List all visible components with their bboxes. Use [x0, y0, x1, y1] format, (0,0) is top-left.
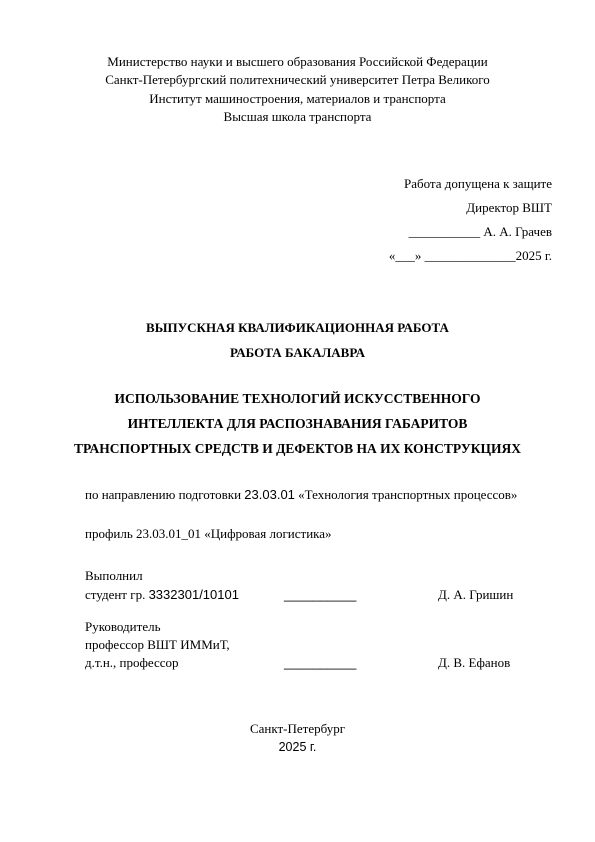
- approval-signature-name: А. А. Грачев: [480, 224, 552, 239]
- school-line: Высшая школа транспорта: [223, 109, 372, 124]
- approval-signature-blank: ___________: [408, 224, 481, 239]
- executor-student-prefix: студент гр.: [85, 587, 149, 602]
- executor-signature-blank: __________: [284, 587, 357, 602]
- supervisor-position-2: д.т.н., профессор: [85, 655, 179, 670]
- direction-line: [85, 487, 517, 503]
- work-subtype-title: РАБОТА БАКАЛАВРА: [230, 345, 365, 360]
- topic-line-1: ИСПОЛЬЗОВАНИЕ ТЕХНОЛОГИЙ ИСКУССТВЕННОГО: [114, 391, 481, 406]
- approval-signature: [409, 224, 552, 240]
- footer-city: Санкт-Петербург: [249, 721, 346, 736]
- ministry-line: Министерство науки и высшего образования Российской Федерации: [107, 54, 488, 69]
- direction-prefix: по направлению подготовки: [85, 487, 245, 502]
- approval-date: «___» ______________2025 г.: [388, 248, 552, 263]
- approval-admitted: Работа допущена к защите: [403, 176, 552, 191]
- institute-line: Институт машиностроения, материалов и транспорта: [149, 91, 446, 106]
- supervisor-name: Д. В. Ефанов: [438, 655, 511, 670]
- profile-line: профиль 23.03.01_01 «Цифровая логистика»: [85, 526, 332, 541]
- topic-line-2: ИНТЕЛЛЕКТА ДЛЯ РАСПОЗНАВАНИЯ ГАБАРИТОВ: [127, 416, 468, 431]
- supervisor-label: Руководитель: [85, 619, 161, 634]
- executor-student: [85, 587, 239, 603]
- topic-line-3: ТРАНСПОРТНЫХ СРЕДСТВ И ДЕФЕКТОВ НА ИХ КОНСТРУКЦИЯХ: [73, 441, 522, 456]
- supervisor-signature-blank: __________: [284, 655, 357, 670]
- direction-code: 23.03.01: [244, 487, 295, 502]
- executor-name: Д. А. Гришин: [438, 587, 514, 602]
- executor-group: 3332301/10101: [148, 587, 239, 602]
- direction-name: «Технология транспортных процессов»: [294, 487, 518, 502]
- footer-year: 2025 г.: [278, 740, 317, 754]
- approval-director: Директор ВШТ: [466, 200, 552, 215]
- executor-label: Выполнил: [85, 568, 143, 583]
- supervisor-position-1: профессор ВШТ ИММиТ,: [85, 637, 230, 652]
- work-type-title: ВЫПУСКНАЯ КВАЛИФИКАЦИОННАЯ РАБОТА: [146, 320, 449, 335]
- university-line: Санкт-Петербургский политехнический университет Петра Великого: [105, 72, 490, 87]
